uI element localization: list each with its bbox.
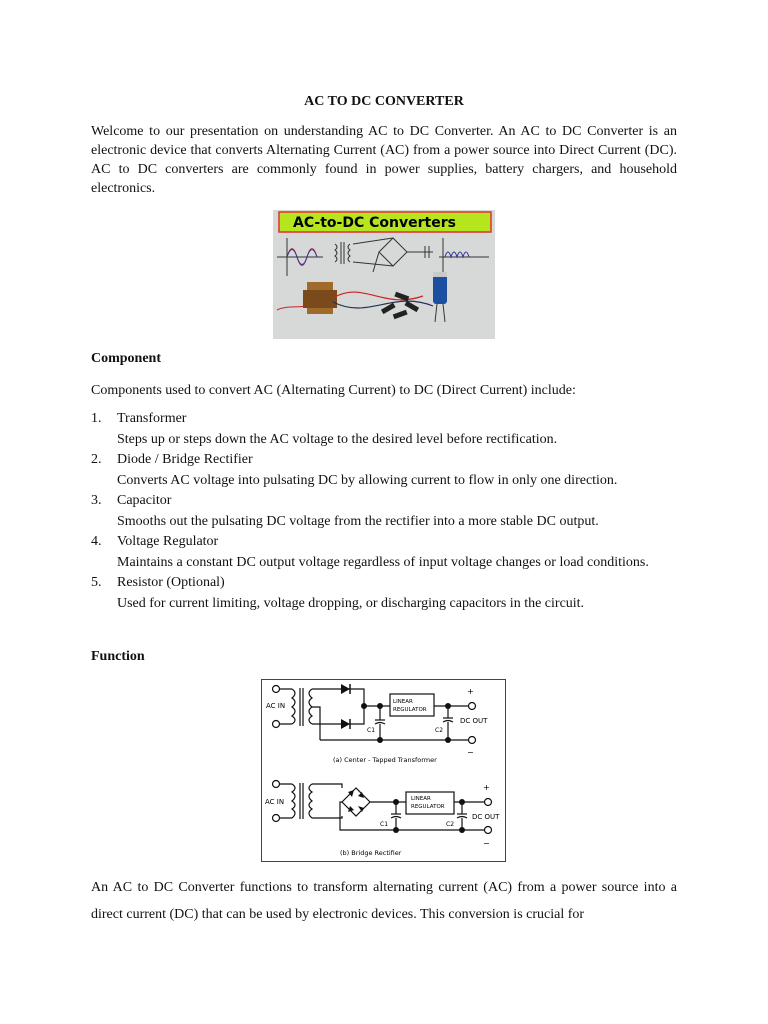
- c2-label-a: C2: [435, 727, 444, 734]
- bridge-symbol: [353, 238, 433, 272]
- list-item: [91, 532, 677, 573]
- circuit-diagram: [261, 679, 506, 862]
- list-item: [91, 409, 677, 450]
- plus-label-a: +: [467, 687, 474, 696]
- list-item: [91, 491, 677, 532]
- ac-in-label-a: AC IN: [266, 702, 286, 710]
- list-item-name: Voltage Regulator: [117, 534, 219, 549]
- ac-dc-illustration: [273, 210, 495, 339]
- c2-label-b: C2: [446, 821, 455, 828]
- list-item-desc: Steps up or steps down the AC voltage to the desired level before rectification.: [117, 431, 558, 447]
- list-item: [91, 573, 677, 614]
- list-item-desc: Converts AC voltage into pulsating DC by allowing current to flow in only one direction.: [117, 472, 618, 488]
- caption-a: (a) Center - Tapped Transformer: [333, 756, 437, 764]
- diode-bridge-parts: [381, 292, 419, 319]
- list-item-name: Transformer: [117, 411, 187, 426]
- component-list: [91, 409, 677, 614]
- regulator-label-b2: REGULATOR: [411, 804, 445, 810]
- function-heading: Function: [91, 649, 145, 664]
- c1-label-a: C1: [367, 727, 376, 734]
- list-item-desc: Maintains a constant DC output voltage regardless of input voltage changes or load conditions.: [117, 554, 649, 570]
- list-number: 2.: [91, 452, 102, 467]
- transformer-symbol: [335, 242, 350, 264]
- component-lead: Components used to convert AC (Alternating Current) to DC (Direct Current) include:: [91, 383, 576, 398]
- list-number: 3.: [91, 493, 102, 508]
- illustration-svg: [273, 210, 495, 339]
- list-item-desc: Used for current limiting, voltage dropping, or discharging capacitors in the circuit.: [117, 595, 585, 611]
- input-waveform: [277, 238, 323, 276]
- list-item-name: Capacitor: [117, 493, 172, 508]
- function-paragraph: An AC to DC Converter functions to transform alternating current (AC) from a power source into a direct current (DC) that can be used by electronic devices. This conversion is crucial for: [91, 880, 677, 922]
- regulator-label-a2: REGULATOR: [393, 707, 427, 713]
- list-item-name: Diode / Bridge Rectifier: [117, 452, 253, 467]
- regulator-label-a1: LINEAR: [393, 699, 413, 705]
- ac-in-label-b: AC IN: [265, 798, 285, 806]
- list-number: 4.: [91, 534, 102, 549]
- dc-out-label-b: DC OUT: [472, 813, 500, 821]
- banner-text: AC-to-DC Converters: [293, 215, 456, 231]
- intro-paragraph: Welcome to our presentation on understanding AC to DC Converter. An AC to DC Converter is an electronic device that converts Alternating Current (AC) from a power source into Direct Current (DC). AC to DC converters are commonly found in power supplies, battery chargers, and household electronics.: [91, 124, 677, 196]
- minus-label-a: −: [467, 748, 474, 757]
- output-waveform: [439, 238, 489, 276]
- page-title: AC TO DC CONVERTER: [304, 94, 464, 109]
- list-item-desc: Smooths out the pulsating DC voltage from the rectifier into a more stable DC output.: [117, 513, 599, 529]
- c1-label-b: C1: [380, 821, 389, 828]
- regulator-label-b1: LINEAR: [411, 796, 431, 802]
- list-item-name: Resistor (Optional): [117, 575, 225, 590]
- list-number: 1.: [91, 411, 102, 426]
- list-number: 5.: [91, 575, 102, 590]
- dc-out-label-a: DC OUT: [460, 717, 488, 725]
- list-item: [91, 450, 677, 491]
- component-heading: Component: [91, 351, 162, 366]
- caption-b: (b) Bridge Rectifier: [340, 849, 402, 857]
- circuit-svg: [262, 680, 505, 861]
- minus-label-b: −: [483, 839, 490, 848]
- plus-label-b: +: [483, 783, 490, 792]
